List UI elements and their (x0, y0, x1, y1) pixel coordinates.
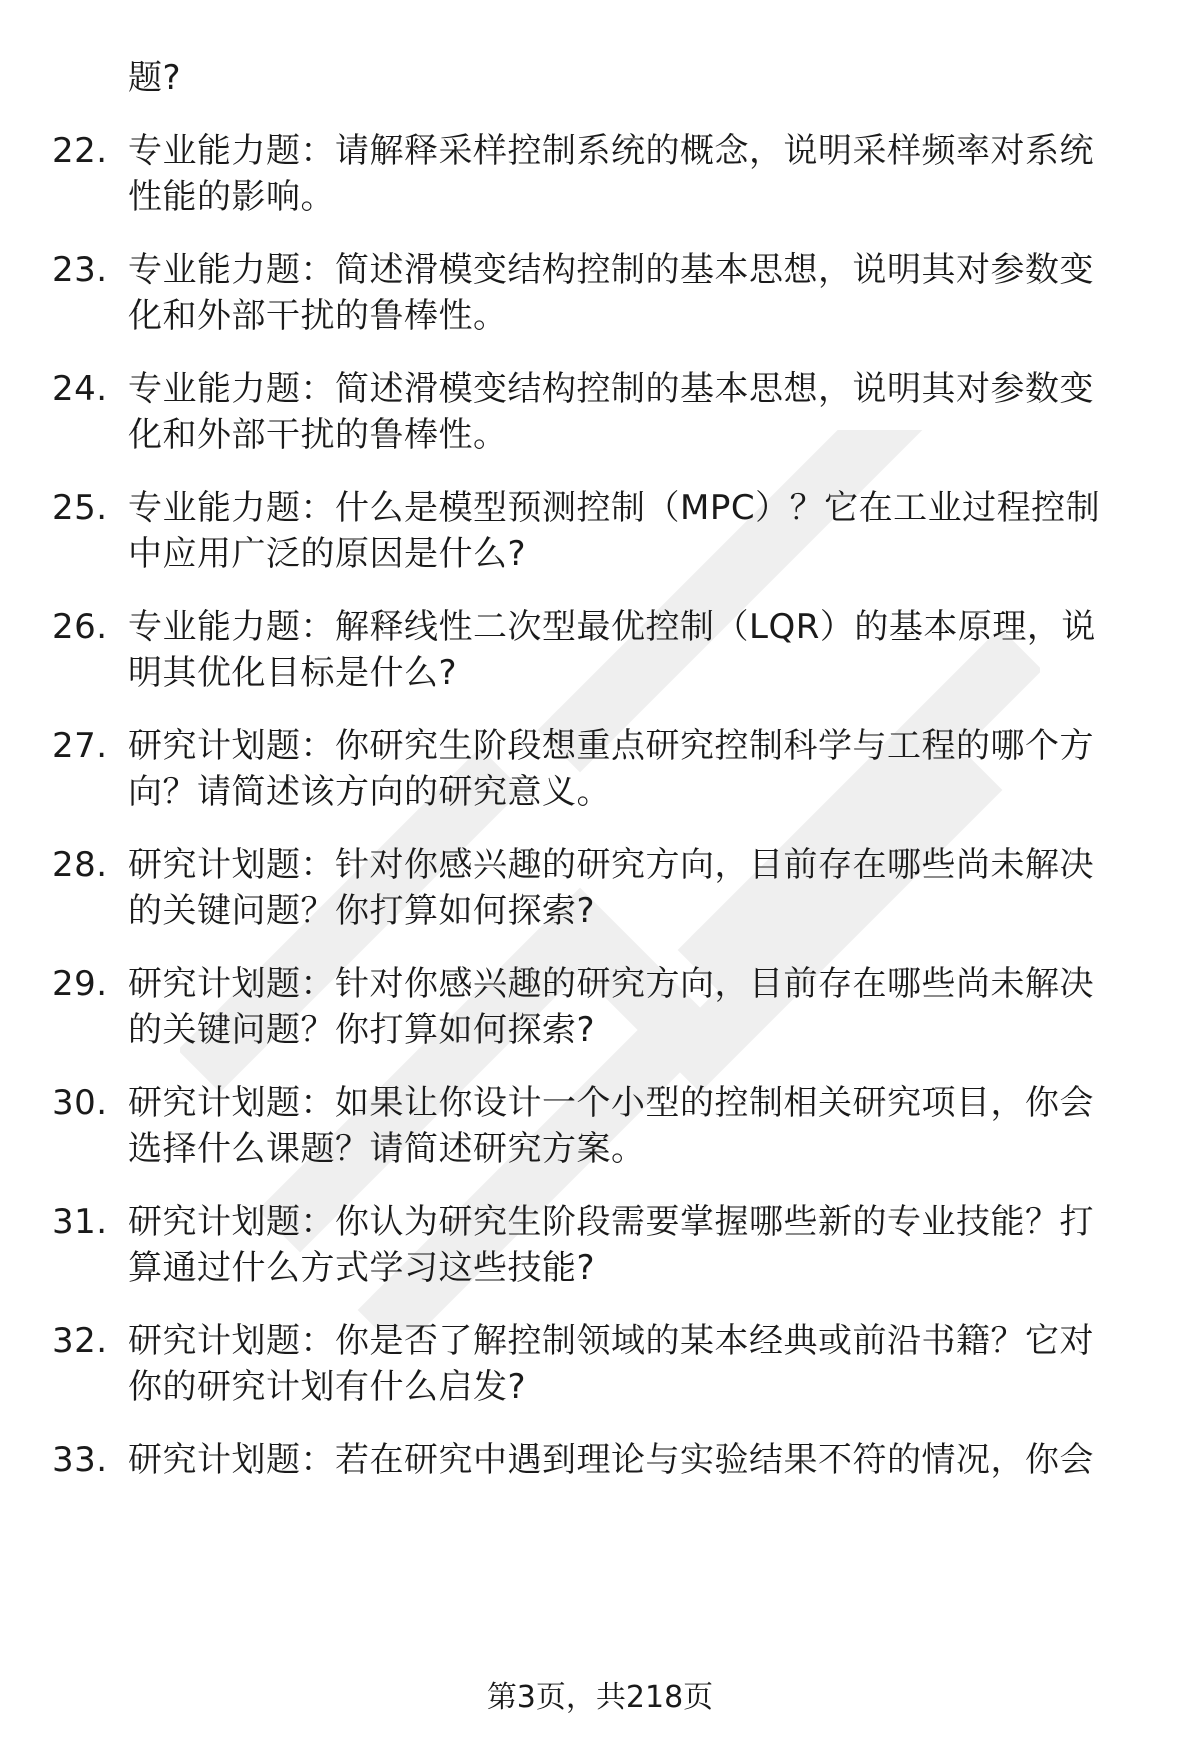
item-text: 化和外部干扰的鲁棒性。 (128, 296, 508, 336)
item-text: 算通过什么方式学习这些技能? (128, 1248, 596, 1288)
continuation-text: 题? (128, 58, 182, 98)
item-text: 研究计划题：你研究生阶段想重点研究控制科学与工程的哪个方 (128, 726, 1094, 766)
item-text: 研究计划题：针对你感兴趣的研究方向，目前存在哪些尚未解决 (128, 964, 1094, 1004)
item-text: 化和外部干扰的鲁棒性。 (128, 415, 508, 455)
item-number: 26. (52, 607, 108, 647)
item-number: 30. (52, 1083, 108, 1123)
item-text: 向？请简述该方向的研究意义。 (128, 772, 611, 812)
item-text: 选择什么课题？请简述研究方案。 (128, 1129, 646, 1169)
page-footer: 第3页，共218页 (486, 1680, 714, 1715)
item-number: 25. (52, 488, 108, 528)
item-number: 33. (52, 1440, 108, 1480)
item-text: 的关键问题？你打算如何探索? (128, 891, 596, 931)
item-text: 专业能力题：简述滑模变结构控制的基本思想，说明其对参数变 (128, 369, 1094, 409)
item-text: 研究计划题：你认为研究生阶段需要掌握哪些新的专业技能？打 (128, 1202, 1094, 1242)
item-number: 29. (52, 964, 108, 1004)
item-text: 明其优化目标是什么? (128, 653, 458, 693)
item-text: 性能的影响。 (128, 177, 335, 217)
item-number: 27. (52, 726, 108, 766)
item-number: 24. (52, 369, 108, 409)
item-text: 中应用广泛的原因是什么? (128, 534, 527, 574)
item-text: 研究计划题：针对你感兴趣的研究方向，目前存在哪些尚未解决 (128, 845, 1094, 885)
item-number: 32. (52, 1321, 108, 1361)
item-text: 专业能力题：什么是模型预测控制（MPC）？它在工业过程控制 (128, 488, 1101, 528)
item-text: 研究计划题：你是否了解控制领域的某本经典或前沿书籍？它对 (128, 1321, 1094, 1361)
item-number: 22. (52, 131, 108, 171)
item-text: 你的研究计划有什么启发? (128, 1367, 527, 1407)
item-number: 31. (52, 1202, 108, 1242)
item-number: 28. (52, 845, 108, 885)
item-text: 研究计划题：若在研究中遇到理论与实验结果不符的情况，你会 (128, 1440, 1094, 1480)
item-text: 专业能力题：简述滑模变结构控制的基本思想，说明其对参数变 (128, 250, 1094, 290)
item-text: 专业能力题：请解释采样控制系统的概念，说明采样频率对系统 (128, 131, 1094, 171)
item-text: 研究计划题：如果让你设计一个小型的控制相关研究项目，你会 (128, 1083, 1094, 1123)
item-text: 专业能力题：解释线性二次型最优控制（LQR）的基本原理，说 (128, 607, 1096, 647)
item-text: 的关键问题？你打算如何探索? (128, 1010, 596, 1050)
item-number: 23. (52, 250, 108, 290)
